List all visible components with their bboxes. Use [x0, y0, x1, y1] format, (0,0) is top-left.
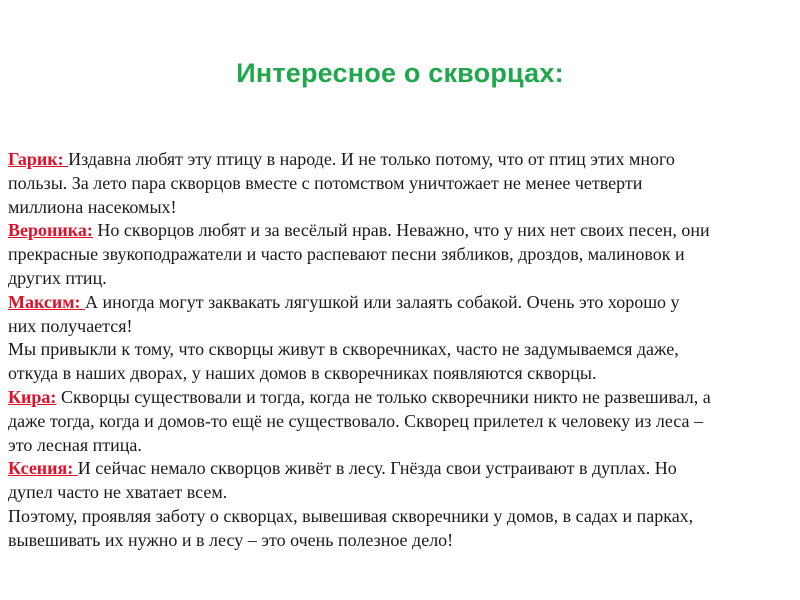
speaker-name-garik: Гарик: — [8, 149, 69, 169]
paragraph-veronika — [8, 219, 794, 290]
speaker-name-kira: Кира: — [8, 386, 57, 407]
paragraph-line: И сейчас немало скворцов живёт в лесу. Гнёзда свои устраивают в дуплах. Но — [77, 458, 677, 479]
paragraph-line: пользы. За лето пара скворцов вместе с потомством уничтожает не менее четверти — [8, 172, 643, 193]
speaker-name-veronika: Вероника: — [8, 220, 93, 241]
paragraph-line: дупел часто не хватает всем. — [8, 482, 228, 503]
paragraph-kira — [8, 386, 794, 457]
paragraph-line: вывешивать их нужно и в лесу – это очень полезное дело! — [8, 529, 454, 550]
paragraph-line: прекрасные звукоподражатели и часто распевают песни зябликов, дроздов, малиновок и — [8, 244, 685, 265]
dialogue-body — [8, 148, 794, 553]
paragraph-line: откуда в наших дворах, у наших домов в скворечниках появляются скворцы. — [8, 363, 597, 384]
paragraph-line: А иногда могут заквакать лягушкой или залаять собакой. Очень это хорошо у — [85, 291, 680, 312]
paragraph-maksim — [8, 291, 794, 339]
paragraph-line: даже тогда, когда и домов-то ещё не существовало. Скворец прилетел к человеку из леса – — [8, 410, 703, 431]
paragraph-garik — [8, 148, 794, 219]
paragraph-kseniya — [8, 457, 794, 505]
speaker-name-kseniya: Ксения: — [8, 458, 78, 479]
paragraph-line: других птиц. — [8, 267, 107, 288]
paragraph-narration-2 — [8, 505, 794, 553]
paragraph-line: Издавна любят эту птицу в народе. И не только потому, что от птиц этих много — [68, 149, 675, 169]
paragraph-line: Но скворцов любят и за весёлый нрав. Неважно, что у них нет своих песен, они — [92, 220, 710, 241]
paragraph-line: это лесная птица. — [8, 434, 142, 455]
paragraph-line: Мы привыкли к тому, что скворцы живут в скворечниках, часто не задумываемся даже, — [8, 339, 679, 360]
paragraph-line: миллиона насекомых! — [8, 196, 177, 217]
paragraph-line: Поэтому, проявляя заботу о скворцах, вывешивая скворечники у домов, в садах и парках, — [8, 505, 694, 526]
slide-title: Интересное о скворцах: — [236, 58, 564, 88]
speaker-name-maksim: Максим: — [8, 291, 86, 312]
paragraph-line: Скворцы существовали и тогда, когда не только скворечники никто не развешивал, а — [56, 386, 711, 407]
paragraph-narration-1 — [8, 338, 794, 386]
paragraph-line: них получается! — [8, 315, 133, 336]
